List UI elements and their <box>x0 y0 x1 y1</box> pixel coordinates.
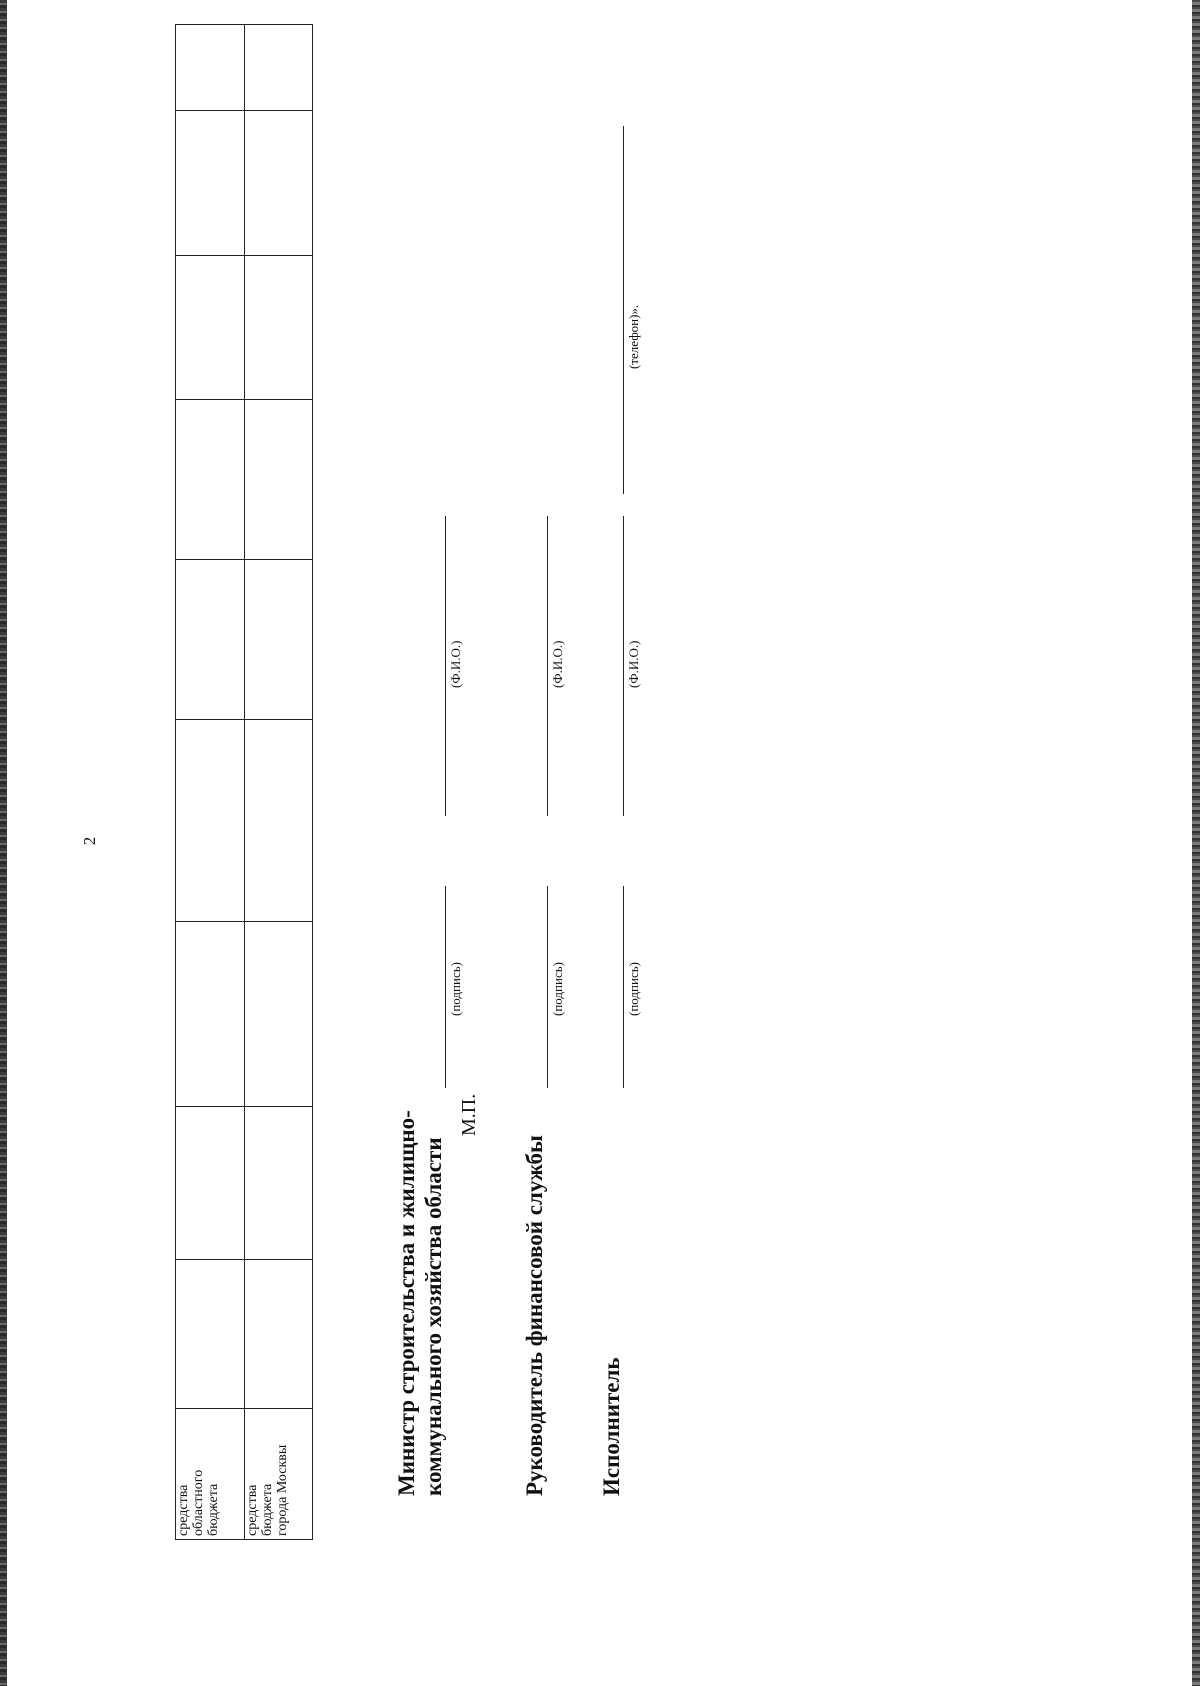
minister-signature-line <box>445 886 446 1088</box>
executor-phone-caption: (телефон)». <box>626 304 641 369</box>
table-cell <box>244 111 313 256</box>
table-row <box>176 25 245 1540</box>
table-cell <box>244 256 313 400</box>
table-cell <box>176 25 245 111</box>
executor-signature-line <box>623 886 624 1088</box>
minister-title-line2: коммунального хозяйства области <box>421 1137 446 1496</box>
finance-signature-line <box>547 886 548 1088</box>
executor-name-caption: (Ф.И.О.) <box>626 640 641 688</box>
finance-head-title: Руководитель финансовой службы <box>522 1135 547 1496</box>
table-cell <box>244 1107 313 1260</box>
budget-table <box>175 24 313 1540</box>
executor-name-line <box>623 516 624 816</box>
finance-name-caption: (Ф.И.О.) <box>550 640 565 688</box>
table-cell <box>176 1107 245 1260</box>
table-cell <box>244 720 313 922</box>
minister-signature-caption: (подпись) <box>448 962 463 1016</box>
minister-name-caption: (Ф.И.О.) <box>448 640 463 688</box>
table-row <box>244 25 313 1540</box>
finance-name-line <box>547 516 548 816</box>
finance-signature-caption: (подпись) <box>550 962 565 1016</box>
table-cell <box>176 1260 245 1409</box>
table-cell <box>244 922 313 1107</box>
table-cell <box>176 720 245 922</box>
minister-title-line1: Министр строительства и жилищно- <box>394 1110 419 1496</box>
row-label-regional-budget: средства областного бюджета <box>176 1409 245 1540</box>
table-cell <box>176 111 245 256</box>
stamp-mark: М.П. <box>458 1093 480 1136</box>
table-cell <box>176 560 245 720</box>
table-cell <box>244 1260 313 1409</box>
page-number: 2 <box>80 836 99 846</box>
table-cell <box>244 400 313 560</box>
table-cell <box>176 400 245 560</box>
minister-name-line <box>445 516 446 816</box>
executor-phone-line <box>623 126 624 494</box>
row-label-moscow-budget: средства бюджета города Москвы <box>244 1409 313 1540</box>
executor-signature-caption: (подпись) <box>626 962 641 1016</box>
table-cell <box>244 560 313 720</box>
executor-title: Исполнитель <box>599 1357 624 1496</box>
table-cell <box>176 922 245 1107</box>
table-cell <box>176 256 245 400</box>
table-cell <box>244 25 313 111</box>
